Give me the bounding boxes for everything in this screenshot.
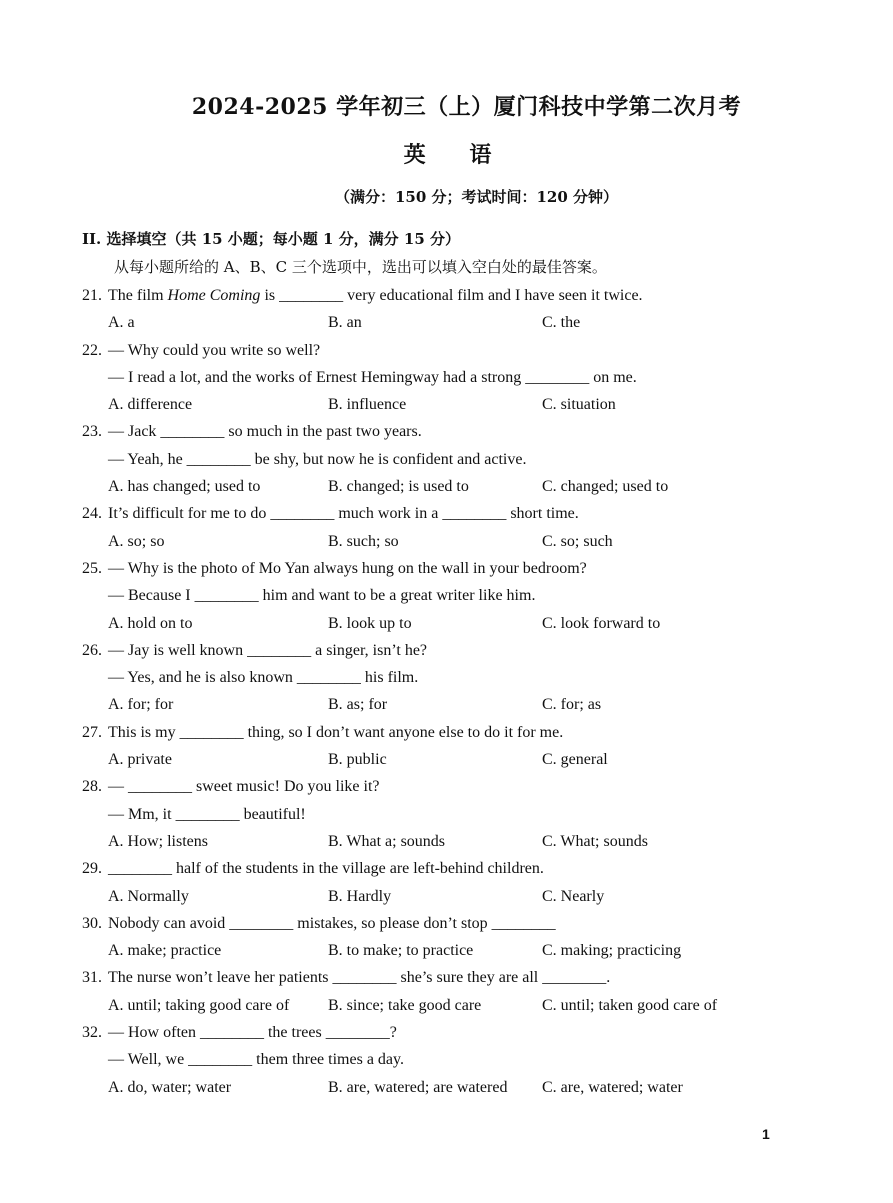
question-text: — Why is the photo of Mo Yan always hung on the wall in your bedroom?	[108, 559, 587, 577]
option-a: A. Normally	[108, 887, 189, 905]
question-stem-line	[0, 337, 893, 364]
question-text: It’s difficult for me to do ________ much work in a ________ short time.	[108, 505, 579, 523]
question-dialogue-line	[0, 446, 893, 473]
option-a: A. until; taking good care of	[108, 996, 290, 1014]
question-text: — How often ________ the trees ________?	[108, 1024, 397, 1042]
option-c: C. for; as	[542, 696, 602, 714]
page-number: 1	[762, 1126, 770, 1142]
option-a: A. for; for	[108, 696, 174, 714]
question-text: — Mm, it ________ beautiful!	[108, 805, 306, 823]
option-c: C. making; practicing	[542, 942, 682, 960]
question-text: Nobody can avoid ________ mistakes, so please don’t stop ________	[108, 914, 556, 932]
question-text: — Why could you write so well?	[108, 341, 321, 359]
question-number: 22.	[82, 341, 102, 359]
option-a: A. private	[108, 751, 172, 769]
option-a: A. How; listens	[108, 832, 208, 850]
options-row	[0, 937, 893, 964]
options-row	[0, 473, 893, 500]
options-row	[0, 691, 893, 718]
question-stem-line	[0, 1019, 893, 1046]
exam-meta: （满分：150 分；考试时间：120 分钟）	[334, 188, 619, 206]
question-stem-line	[0, 282, 893, 309]
question-stem-line	[0, 555, 893, 582]
option-c: C. so; such	[542, 532, 613, 550]
options-row	[0, 992, 893, 1019]
question-dialogue-line	[0, 364, 893, 391]
option-a: A. hold on to	[108, 614, 193, 632]
question-text: The nurse won’t leave her patients ________ she’s sure they are all ________.	[108, 969, 611, 987]
question-text: ________ half of the students in the village are left-behind children.	[108, 860, 544, 878]
exam-title: 2024-2025 学年初三（上）厦门科技中学第二次月考	[191, 94, 742, 120]
option-c: C. the	[542, 314, 581, 332]
option-b: B. to make; to practice	[328, 942, 474, 960]
question-dialogue-line	[0, 664, 893, 691]
question-text: This is my ________ thing, so I don’t want anyone else to do it for me.	[108, 723, 564, 741]
question-stem-line	[0, 964, 893, 991]
option-c: C. Nearly	[542, 887, 605, 905]
option-a: A. a	[108, 314, 135, 332]
option-c: C. situation	[542, 396, 616, 414]
option-b: B. look up to	[328, 614, 412, 632]
option-b: B. are, watered; are watered	[328, 1078, 508, 1096]
question-stem-line	[0, 773, 893, 800]
option-b: B. influence	[328, 396, 407, 414]
exam-subject: 英 语	[403, 142, 510, 168]
option-c: C. are, watered; water	[542, 1078, 683, 1096]
question-text: — I read a lot, and the works of Ernest Hemingway had a strong ________ on me.	[108, 368, 637, 386]
question-number: 25.	[82, 559, 102, 577]
question-text: — Yeah, he ________ be shy, but now he is confident and active.	[108, 450, 527, 468]
question-text: — Jay is well known ________ a singer, isn’t he?	[108, 641, 428, 659]
question-number: 30.	[82, 914, 102, 932]
section-instruction: 从每小题所给的 A、B、C 三个选项中，选出可以填入空白处的最佳答案。	[114, 258, 607, 276]
options-row	[0, 1074, 893, 1101]
question-stem-line	[0, 855, 893, 882]
question-number: 29.	[82, 860, 102, 878]
section-title: II. 选择填空（共 15 小题；每小题 1 分，满分 15 分）	[82, 230, 460, 248]
question-text: The film Home Coming is ________ very educational film and I have seen it twice.	[108, 287, 643, 304]
question-number: 26.	[82, 641, 102, 659]
question-list	[0, 282, 893, 1101]
question-number: 28.	[82, 778, 102, 796]
option-b: B. an	[328, 314, 362, 332]
question-stem-line	[0, 418, 893, 445]
option-c: C. until; taken good care of	[542, 996, 718, 1014]
options-row	[0, 746, 893, 773]
option-a: A. has changed; used to	[108, 478, 261, 496]
question-stem-line	[0, 637, 893, 664]
question-dialogue-line	[0, 582, 893, 609]
options-row	[0, 610, 893, 637]
option-b: B. What a; sounds	[328, 832, 446, 850]
question-stem-line	[0, 500, 893, 527]
options-row	[0, 528, 893, 555]
options-row	[0, 309, 893, 336]
question-stem-line	[0, 910, 893, 937]
option-c: C. general	[542, 751, 608, 769]
options-row	[0, 828, 893, 855]
question-text: — Yes, and he is also known ________ his film.	[108, 669, 419, 687]
option-b: B. public	[328, 751, 387, 769]
question-number: 32.	[82, 1024, 102, 1042]
option-a: A. do, water; water	[108, 1078, 232, 1096]
option-b: B. such; so	[328, 532, 399, 550]
question-text: — Because I ________ him and want to be a great writer like him.	[108, 587, 536, 605]
question-text: — Well, we ________ them three times a day.	[108, 1051, 404, 1069]
option-c: C. changed; used to	[542, 478, 669, 496]
option-b: B. Hardly	[328, 887, 392, 905]
question-dialogue-line	[0, 1046, 893, 1073]
option-a: A. so; so	[108, 532, 165, 550]
options-row	[0, 391, 893, 418]
question-number: 31.	[82, 969, 102, 987]
question-text: — ________ sweet music! Do you like it?	[108, 778, 380, 796]
question-text: — Jack ________ so much in the past two years.	[108, 423, 422, 441]
option-b: B. as; for	[328, 696, 388, 714]
film-title: Home Coming	[167, 287, 261, 304]
question-number: 24.	[82, 505, 102, 523]
option-a: A. make; practice	[108, 942, 222, 960]
question-number: 27.	[82, 723, 102, 741]
question-number: 23.	[82, 423, 102, 441]
option-a: A. difference	[108, 396, 193, 414]
option-c: C. What; sounds	[542, 832, 648, 850]
option-b: B. changed; is used to	[328, 478, 469, 496]
question-number: 21.	[82, 287, 102, 304]
option-b: B. since; take good care	[328, 996, 482, 1014]
question-stem-line	[0, 719, 893, 746]
question-dialogue-line	[0, 801, 893, 828]
option-c: C. look forward to	[542, 614, 661, 632]
options-row	[0, 883, 893, 910]
